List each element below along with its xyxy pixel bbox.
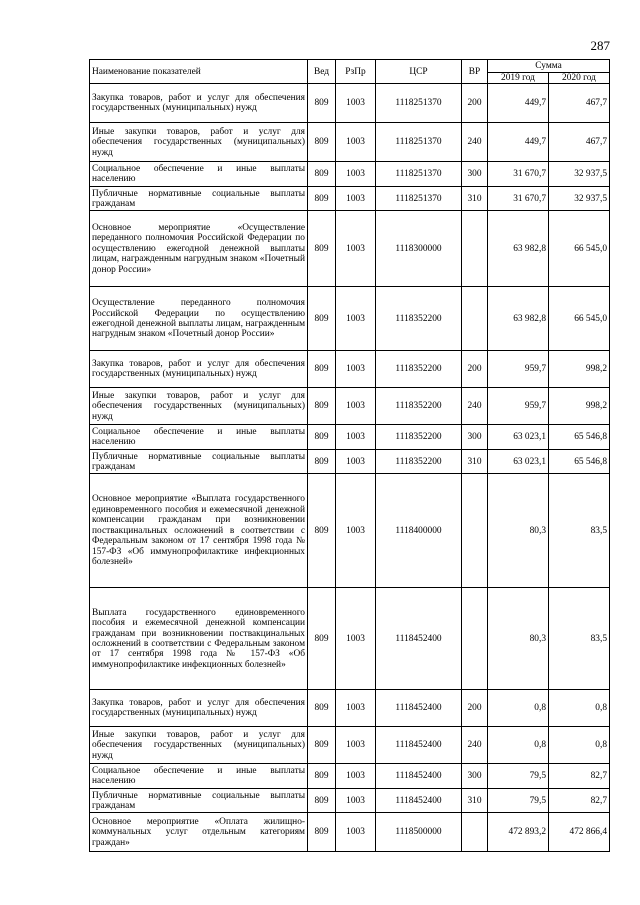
row-csr: 1118251370 [376,123,462,162]
row-sum-2020: 82,7 [549,789,610,813]
table-row [90,84,610,123]
row-sum-2020: 32 937,5 [549,187,610,211]
row-ved: 809 [308,211,336,287]
row-sum-2019: 0,8 [488,690,549,727]
row-name: Публичные нормативные социальные выплаты гражданам [90,789,308,813]
row-rzpr: 1003 [336,425,376,450]
row-name: Основное мероприятие «Выплата государственного единовременного пособия и ежемесячной денежной компенсации гражданам при возникновении поствакцинальных осложнений в соответствии с Федеральным законом от 17 сентября 1998 года № 157-ФЗ «Об иммунопрофилактике инфекционных болезней» [90,474,308,588]
row-ved: 809 [308,588,336,690]
header-year-2020: 2020 год [549,73,610,84]
row-sum-2019: 63 023,1 [488,450,549,474]
row-name: Осуществление переданного полномочия Российской Федерации по осуществлению ежегодной денежной выплаты лицам, награжденным нагрудным знаком «Почетный донор России» [90,287,308,351]
row-name: Иные закупки товаров, работ и услуг для обеспечения государственных (муниципальных) нужд [90,388,308,425]
header-ved: Вед [308,60,336,84]
row-sum-2020: 467,7 [549,123,610,162]
row-csr: 1118251370 [376,187,462,211]
row-rzpr: 1003 [336,211,376,287]
row-csr: 1118352200 [376,351,462,388]
row-sum-2020: 0,8 [549,690,610,727]
row-name: Иные закупки товаров, работ и услуг для обеспечения государственных (муниципальных) нужд [90,123,308,162]
row-sum-2019: 449,7 [488,123,549,162]
row-sum-2019: 63 023,1 [488,425,549,450]
row-ved: 809 [308,388,336,425]
row-sum-2020: 998,2 [549,388,610,425]
row-sum-2020: 0,8 [549,727,610,764]
table-row [90,450,610,474]
page-number: 287 [590,38,610,53]
row-name: Основное мероприятие «Осуществление переданного полномочия Российской Федерации по осуществлению ежегодной денежной выплаты лицам, награжденным нагрудным знаком «Почетный донор России» [90,211,308,287]
row-rzpr: 1003 [336,187,376,211]
row-name: Публичные нормативные социальные выплаты гражданам [90,187,308,211]
row-sum-2020: 83,5 [549,474,610,588]
row-ved: 809 [308,425,336,450]
row-vr: 200 [462,84,488,123]
row-sum-2020: 472 866,4 [549,813,610,852]
row-csr: 1118251370 [376,162,462,187]
table-row [90,813,610,852]
row-sum-2019: 449,7 [488,84,549,123]
row-ved: 809 [308,162,336,187]
header-rzpr: РзПр [336,60,376,84]
header-csr: ЦСР [376,60,462,84]
row-rzpr: 1003 [336,287,376,351]
row-sum-2019: 472 893,2 [488,813,549,852]
row-sum-2020: 82,7 [549,764,610,789]
row-csr: 1118352200 [376,450,462,474]
table-row [90,123,610,162]
row-vr: 300 [462,162,488,187]
row-ved: 809 [308,123,336,162]
table-row [90,690,610,727]
row-ved: 809 [308,450,336,474]
table-row [90,727,610,764]
row-rzpr: 1003 [336,690,376,727]
row-csr: 1118300000 [376,211,462,287]
row-ved: 809 [308,727,336,764]
row-ved: 809 [308,789,336,813]
row-vr: 310 [462,450,488,474]
table-row [90,211,610,287]
table-row [90,287,610,351]
row-sum-2020: 65 546,8 [549,450,610,474]
row-vr: 200 [462,690,488,727]
row-name: Социальное обеспечение и иные выплаты населению [90,764,308,789]
row-rzpr: 1003 [336,789,376,813]
row-ved: 809 [308,287,336,351]
row-ved: 809 [308,474,336,588]
row-csr: 1118352200 [376,425,462,450]
row-ved: 809 [308,690,336,727]
row-ved: 809 [308,764,336,789]
row-sum-2020: 32 937,5 [549,162,610,187]
table-row [90,351,610,388]
row-rzpr: 1003 [336,474,376,588]
header-name: Наименование показателей [90,60,308,84]
row-csr: 1118452400 [376,727,462,764]
row-rzpr: 1003 [336,84,376,123]
row-sum-2019: 63 982,8 [488,287,549,351]
row-ved: 809 [308,813,336,852]
row-vr: 300 [462,764,488,789]
row-sum-2019: 63 982,8 [488,211,549,287]
row-csr: 1118500000 [376,813,462,852]
table-row [90,388,610,425]
table-row [90,425,610,450]
table-row [90,187,610,211]
row-sum-2019: 959,7 [488,351,549,388]
row-ved: 809 [308,84,336,123]
row-rzpr: 1003 [336,764,376,789]
row-sum-2019: 0,8 [488,727,549,764]
row-sum-2020: 66 545,0 [549,287,610,351]
row-vr: 310 [462,789,488,813]
row-rzpr: 1003 [336,450,376,474]
row-sum-2019: 80,3 [488,588,549,690]
row-name: Иные закупки товаров, работ и услуг для обеспечения государственных (муниципальных) нужд [90,727,308,764]
table-row [90,789,610,813]
row-name: Выплата государственного единовременного пособия и ежемесячной денежной компенсации гражданам при возникновении поствакцинальных осложнений в соответствии с Федеральным законом от 17 сентября 1998 года № 157-ФЗ «Об иммунопрофилактике инфекционных болезней» [90,588,308,690]
row-csr: 1118251370 [376,84,462,123]
row-rzpr: 1003 [336,123,376,162]
header-vr: ВР [462,60,488,84]
row-vr: 310 [462,187,488,211]
row-sum-2020: 65 546,8 [549,425,610,450]
row-rzpr: 1003 [336,162,376,187]
row-rzpr: 1003 [336,388,376,425]
table-row [90,764,610,789]
row-name: Основное мероприятие «Оплата жилищно-коммунальных услуг отдельным категориям граждан» [90,813,308,852]
row-csr: 1118452400 [376,764,462,789]
row-sum-2019: 79,5 [488,764,549,789]
row-name: Социальное обеспечение и иные выплаты населению [90,425,308,450]
row-rzpr: 1003 [336,588,376,690]
table-row [90,162,610,187]
row-rzpr: 1003 [336,351,376,388]
row-sum-2020: 83,5 [549,588,610,690]
row-sum-2019: 959,7 [488,388,549,425]
row-vr [462,813,488,852]
row-name: Закупка товаров, работ и услуг для обеспечения государственных (муниципальных) нужд [90,690,308,727]
row-sum-2020: 467,7 [549,84,610,123]
row-vr [462,211,488,287]
row-sum-2019: 31 670,7 [488,162,549,187]
row-sum-2019: 80,3 [488,474,549,588]
row-rzpr: 1003 [336,727,376,764]
table-row [90,474,610,588]
row-name: Публичные нормативные социальные выплаты гражданам [90,450,308,474]
budget-table [89,59,610,852]
table-body [90,84,610,852]
row-vr: 240 [462,388,488,425]
row-csr: 1118352200 [376,388,462,425]
table-row [90,588,610,690]
row-vr [462,287,488,351]
row-ved: 809 [308,351,336,388]
row-name: Закупка товаров, работ и услуг для обеспечения государственных (муниципальных) нужд [90,351,308,388]
row-ved: 809 [308,187,336,211]
row-sum-2019: 31 670,7 [488,187,549,211]
row-sum-2020: 998,2 [549,351,610,388]
header-year-2019: 2019 год [488,73,549,84]
row-vr: 200 [462,351,488,388]
row-vr: 300 [462,425,488,450]
row-csr: 1118452400 [376,690,462,727]
header-sum: Сумма [488,60,610,73]
row-rzpr: 1003 [336,813,376,852]
row-vr: 240 [462,727,488,764]
row-name: Закупка товаров, работ и услуг для обеспечения государственных (муниципальных) нужд [90,84,308,123]
row-vr [462,588,488,690]
row-csr: 1118400000 [376,474,462,588]
row-sum-2019: 79,5 [488,789,549,813]
row-csr: 1118452400 [376,588,462,690]
row-vr: 240 [462,123,488,162]
row-name: Социальное обеспечение и иные выплаты населению [90,162,308,187]
row-sum-2020: 66 545,0 [549,211,610,287]
row-csr: 1118452400 [376,789,462,813]
row-csr: 1118352200 [376,287,462,351]
row-vr [462,474,488,588]
